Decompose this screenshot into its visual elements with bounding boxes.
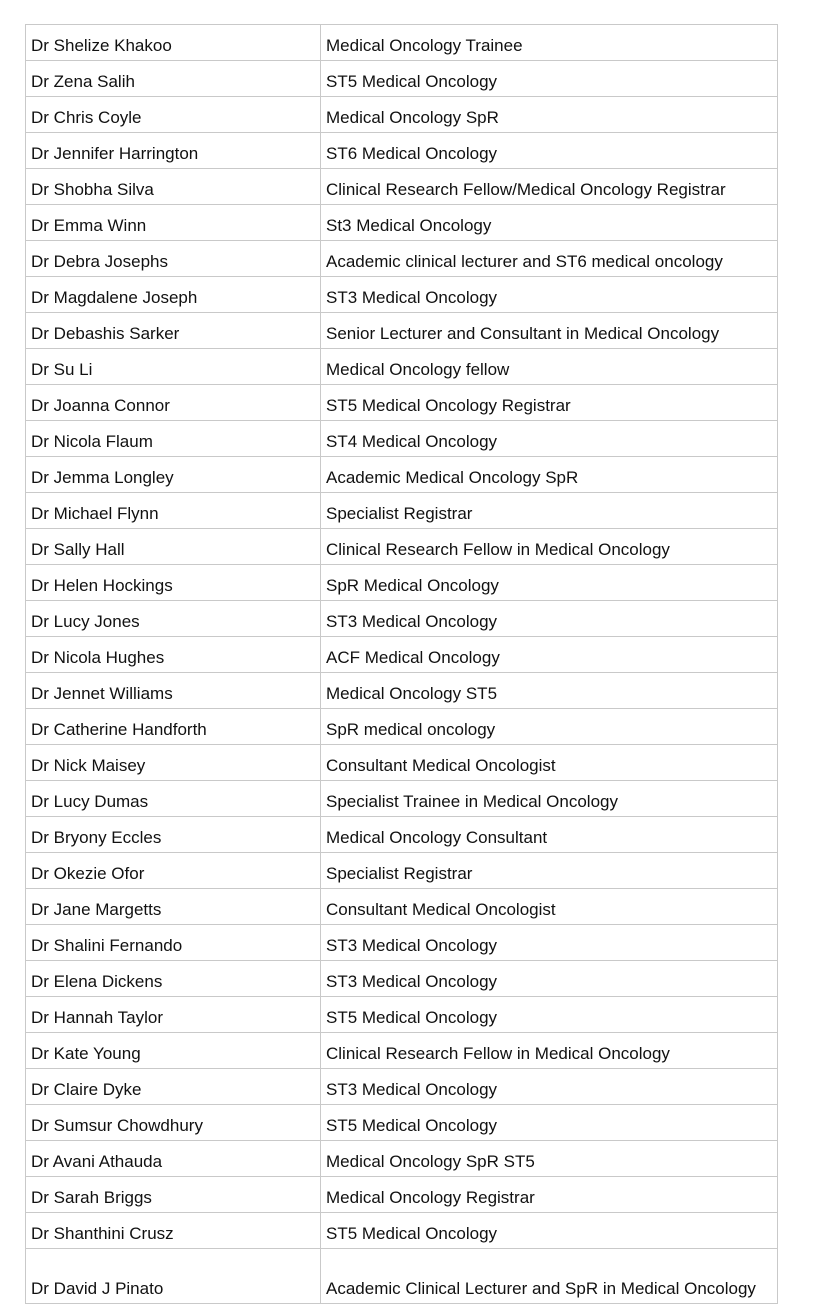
role-cell: Academic clinical lecturer and ST6 medical oncology [321, 241, 778, 277]
role-cell: Medical Oncology ST5 [321, 673, 778, 709]
name-cell: Dr Avani Athauda [26, 1141, 321, 1177]
name-cell: Dr Nicola Flaum [26, 421, 321, 457]
role-cell: Medical Oncology SpR ST5 [321, 1141, 778, 1177]
table-row [26, 1033, 778, 1069]
name-cell: Dr Nicola Hughes [26, 637, 321, 673]
name-cell: Dr Jennet Williams [26, 673, 321, 709]
table-row [26, 277, 778, 313]
name-cell: Dr Kate Young [26, 1033, 321, 1069]
name-cell: Dr Su Li [26, 349, 321, 385]
table-row [26, 817, 778, 853]
role-cell: ST5 Medical Oncology Registrar [321, 385, 778, 421]
role-cell: ST6 Medical Oncology [321, 133, 778, 169]
name-cell: Dr Elena Dickens [26, 961, 321, 997]
table-row [26, 1141, 778, 1177]
name-cell: Dr Chris Coyle [26, 97, 321, 133]
table-row [26, 493, 778, 529]
role-cell: Medical Oncology SpR [321, 97, 778, 133]
name-cell: Dr Helen Hockings [26, 565, 321, 601]
name-cell: Dr Emma Winn [26, 205, 321, 241]
name-cell: Dr Lucy Dumas [26, 781, 321, 817]
table-row [26, 385, 778, 421]
table-row [26, 781, 778, 817]
role-cell: Medical Oncology Trainee [321, 25, 778, 61]
name-cell: Dr Jennifer Harrington [26, 133, 321, 169]
role-cell: Consultant Medical Oncologist [321, 745, 778, 781]
table-row [26, 853, 778, 889]
role-cell: Academic Medical Oncology SpR [321, 457, 778, 493]
name-cell: Dr Sally Hall [26, 529, 321, 565]
name-cell: Dr Claire Dyke [26, 1069, 321, 1105]
role-cell: ST5 Medical Oncology [321, 1105, 778, 1141]
role-cell: ST4 Medical Oncology [321, 421, 778, 457]
role-cell: SpR Medical Oncology [321, 565, 778, 601]
name-cell: Dr Lucy Jones [26, 601, 321, 637]
name-cell: Dr Sarah Briggs [26, 1177, 321, 1213]
name-cell: Dr Catherine Handforth [26, 709, 321, 745]
table-row [26, 601, 778, 637]
table-row [26, 529, 778, 565]
role-cell: ST3 Medical Oncology [321, 925, 778, 961]
name-cell: Dr Shalini Fernando [26, 925, 321, 961]
table-row [26, 169, 778, 205]
name-cell: Dr Joanna Connor [26, 385, 321, 421]
role-cell: Specialist Trainee in Medical Oncology [321, 781, 778, 817]
table-row [26, 709, 778, 745]
role-cell: ACF Medical Oncology [321, 637, 778, 673]
role-cell: Medical Oncology Consultant [321, 817, 778, 853]
role-cell: SpR medical oncology [321, 709, 778, 745]
table-row [26, 1105, 778, 1141]
table-row [26, 97, 778, 133]
role-cell: ST3 Medical Oncology [321, 601, 778, 637]
table-row [26, 1249, 778, 1304]
table-row [26, 925, 778, 961]
name-cell: Dr Debashis Sarker [26, 313, 321, 349]
role-cell: ST3 Medical Oncology [321, 277, 778, 313]
name-cell: Dr Okezie Ofor [26, 853, 321, 889]
name-cell: Dr Jemma Longley [26, 457, 321, 493]
signatory-table [25, 24, 778, 1304]
name-cell: Dr Zena Salih [26, 61, 321, 97]
table-body [26, 25, 778, 1304]
name-cell: Dr Jane Margetts [26, 889, 321, 925]
name-cell: Dr Sumsur Chowdhury [26, 1105, 321, 1141]
table-row [26, 1069, 778, 1105]
spreadsheet [25, 24, 777, 1304]
name-cell: Dr Michael Flynn [26, 493, 321, 529]
role-cell: Clinical Research Fellow/Medical Oncology Registrar [321, 169, 778, 205]
name-cell: Dr Debra Josephs [26, 241, 321, 277]
table-row [26, 961, 778, 997]
role-cell: Specialist Registrar [321, 493, 778, 529]
table-row [26, 673, 778, 709]
name-cell: Dr David J Pinato [26, 1249, 321, 1304]
name-cell: Dr Shelize Khakoo [26, 25, 321, 61]
name-cell: Dr Nick Maisey [26, 745, 321, 781]
role-cell: St3 Medical Oncology [321, 205, 778, 241]
table-row [26, 133, 778, 169]
name-cell: Dr Hannah Taylor [26, 997, 321, 1033]
table-row [26, 25, 778, 61]
table-row [26, 1177, 778, 1213]
role-cell: ST3 Medical Oncology [321, 961, 778, 997]
role-cell: Medical Oncology fellow [321, 349, 778, 385]
table-row [26, 565, 778, 601]
name-cell: Dr Shanthini Crusz [26, 1213, 321, 1249]
role-cell: Clinical Research Fellow in Medical Oncology [321, 529, 778, 565]
table-row [26, 205, 778, 241]
role-cell: Clinical Research Fellow in Medical Oncology [321, 1033, 778, 1069]
role-cell: ST3 Medical Oncology [321, 1069, 778, 1105]
table-row [26, 1213, 778, 1249]
table-row [26, 745, 778, 781]
table-row [26, 313, 778, 349]
role-cell: Consultant Medical Oncologist [321, 889, 778, 925]
role-cell: ST5 Medical Oncology [321, 1213, 778, 1249]
name-cell: Dr Magdalene Joseph [26, 277, 321, 313]
table-row [26, 997, 778, 1033]
table-row [26, 421, 778, 457]
table-row [26, 241, 778, 277]
role-cell: ST5 Medical Oncology [321, 61, 778, 97]
role-cell: Specialist Registrar [321, 853, 778, 889]
role-cell: ST5 Medical Oncology [321, 997, 778, 1033]
role-cell: Academic Clinical Lecturer and SpR in Medical Oncology [321, 1249, 778, 1304]
name-cell: Dr Shobha Silva [26, 169, 321, 205]
role-cell: Senior Lecturer and Consultant in Medical Oncology [321, 313, 778, 349]
table-row [26, 349, 778, 385]
table-row [26, 637, 778, 673]
table-row [26, 61, 778, 97]
table-row [26, 889, 778, 925]
name-cell: Dr Bryony Eccles [26, 817, 321, 853]
role-cell: Medical Oncology Registrar [321, 1177, 778, 1213]
table-row [26, 457, 778, 493]
